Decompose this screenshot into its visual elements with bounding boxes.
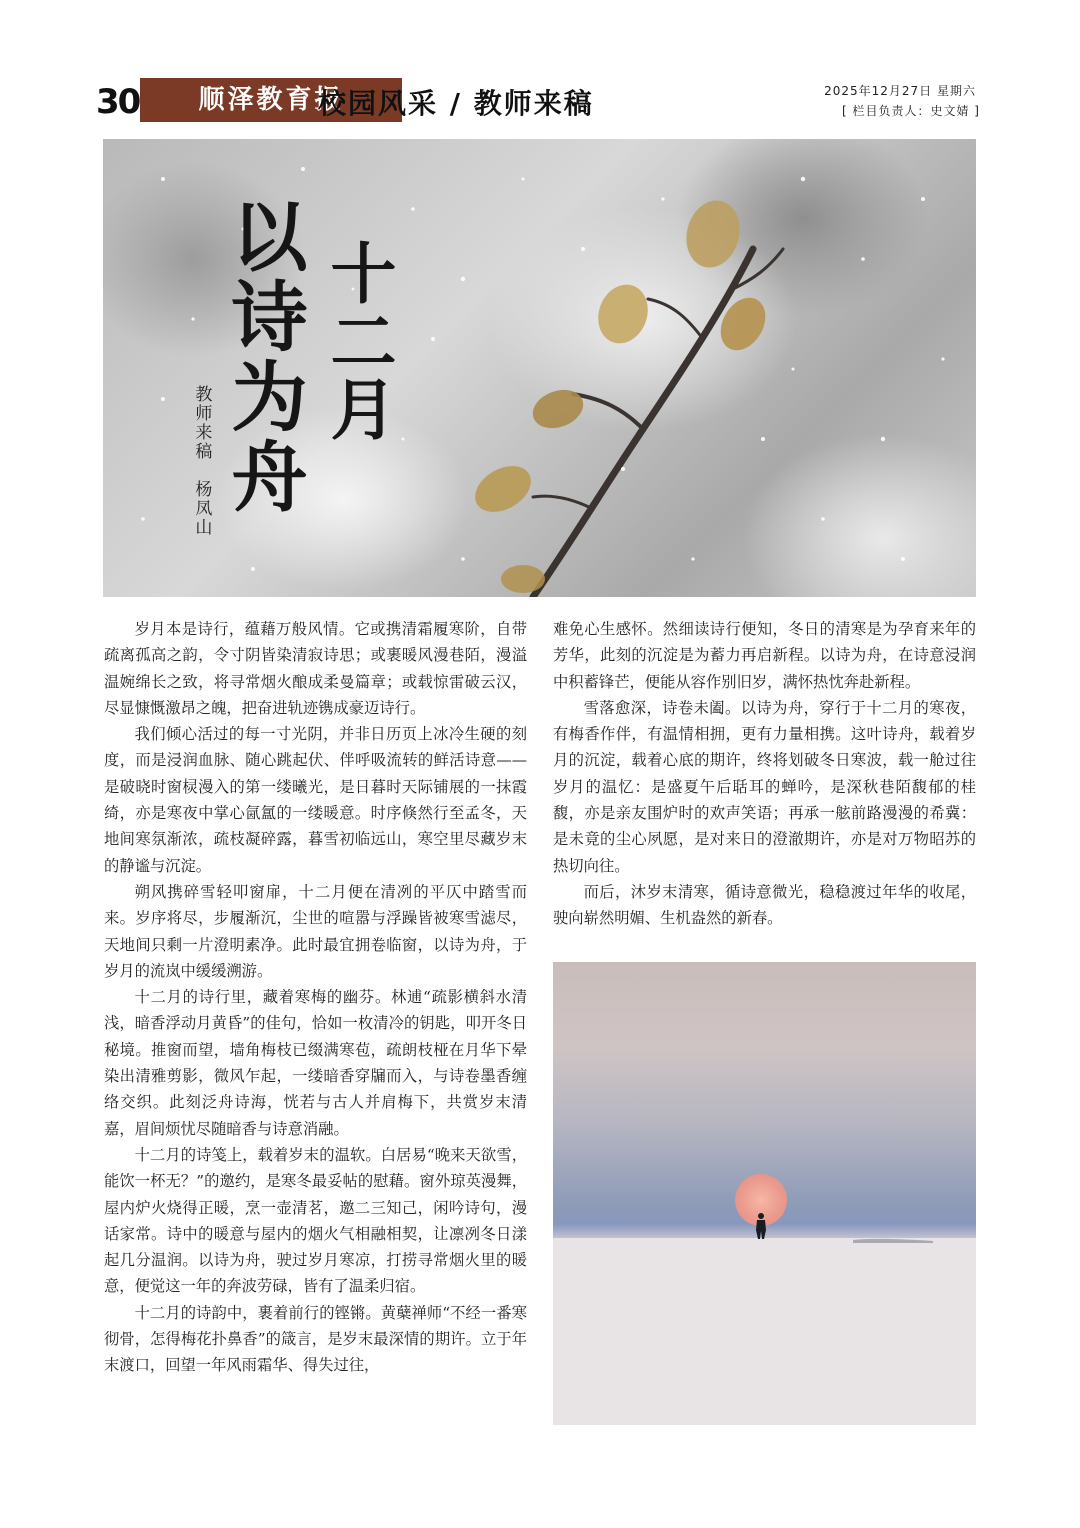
article-column-right	[553, 616, 976, 932]
column-editor: [ 栏目负责人：史文婧 ]	[842, 104, 980, 118]
page-header	[96, 78, 980, 126]
sunset-photo	[553, 962, 976, 1425]
issue-date: 2025年12月27日 星期六	[824, 84, 976, 98]
paragraph: 十二月的诗行里，藏着寒梅的幽芬。林逋“疏影横斜水清浅，暗香浮动月黄昏”的佳句，恰如一枚清冷的钥匙，叩开冬日秘境。推窗而望，墙角梅枝已缀满寒苞，疏朗枝桠在月华下晕染出清雅剪影，微风乍起，一缕暗香穿牖而入，与诗卷墨香缠络交织。此刻泛舟诗海，恍若与古人并肩梅下，共赏岁末清嘉，眉间烦忧尽随暗香与诗意消融。	[104, 988, 527, 1138]
paragraph: 我们倾心活过的每一寸光阴，并非日历页上冰冷生硬的刻度，而是浸润血脉、随心跳起伏、伴呼吸流转的鲜活诗意——是破晓时窗棂漫入的第一缕曦光，是日暮时天际铺展的一抹霞绮，亦是寒夜中掌心氤氲的一缕暖意。时序倏然行至孟冬，天地间寒氛渐浓，疏枝凝碎露，暮雪初临远山，寒空里尽藏岁末的静谧与沉淀。	[104, 725, 527, 875]
paragraph: 雪落愈深，诗卷未阖。以诗为舟，穿行于十二月的寒夜，有梅香作伴，有温情相拥，更有力量相携。这叶诗舟，载着岁月的沉淀，载着心底的期许，终将划破冬日寒波，载一舱过往岁月的温忆：是盛夏午后聒耳的蝉吟，是深秋巷陌馥郁的桂馥，亦是亲友围炉时的欢声笑语；再承一舷前路漫漫的希冀：是未竟的尘心夙愿，是对来日的澄澈期许，亦是对万物昭苏的热切向往。	[553, 698, 976, 875]
paragraph: 而后，沐岁末清寒，循诗意微光，稳稳渡过年华的收尾，驶向崭然明媚、生机盎然的新春。	[553, 882, 976, 928]
hero-title-month: 十二月	[319, 239, 397, 443]
article-column-left	[104, 616, 527, 1379]
section-title: 校园风采 / 教师来稿	[318, 87, 594, 120]
paragraph: 难免心生感怀。然细读诗行便知，冬日的清寒是为孕育来年的芳华，此刻的沉淀是为蓄力再启新程。以诗为舟，在诗意浸润中积蓄锋芒，便能从容作别旧岁，满怀热忱奔赴新程。	[553, 620, 976, 691]
paragraph: 十二月的诗韵中，裹着前行的铿锵。黄蘖禅师“不经一番寒彻骨，怎得梅花扑鼻香”的箴言，是岁末最深情的期许。立于年末渡口，回望一年风雨霜华、得失过往，	[104, 1303, 527, 1375]
author-byline: 教师来稿 杨凤山	[191, 385, 212, 537]
paragraph: 十二月的诗笺上，载着岁末的温软。白居易“晚来天欲雪，能饮一杯无？”的邀约，是寒冬最妥帖的慰藉。窗外琼英漫舞，屋内炉火烧得正暖，烹一壶清茗，邀二三知己，闲吟诗句，漫话家常。诗中的暖意与屋内的烟火气相融相契，让凛冽冬日漾起几分温润。以诗为舟，驶过岁月寒凉，打捞寻常烟火里的暖意，便觉这一年的奔波劳碌，皆有了温柔归宿。	[104, 1145, 527, 1296]
newspaper-logo: 顺泽教育报	[140, 78, 402, 122]
paragraph: 朔风携碎雪轻叩窗扉，十二月便在清冽的平仄中踏雪而来。岁序将尽，步履渐沉，尘世的喧嚣与浮躁皆被寒雪滤尽，天地间只剩一片澄明素净。此时最宜拥卷临窗，以诗为舟，于岁月的流岚中缓缓溯游。	[104, 882, 527, 980]
hero-image	[103, 139, 976, 597]
page-number: 30	[96, 82, 140, 122]
sunset-figure-illustration	[553, 962, 976, 1425]
paragraph: 岁月本是诗行，蕴藉万般风情。它或携清霜履寒阶，自带疏离孤高之韵，令寸阴皆染清寂诗思；或裹暖风漫巷陌，漫溢温婉绵长之致，将寻常烟火酿成柔曼篇章；或载惊雷破云汉，尽显慷慨激昂之魄，把奋进轨迹镌成豪迈诗行。	[104, 620, 527, 717]
hero-title-main: 以诗为舟	[219, 197, 308, 517]
